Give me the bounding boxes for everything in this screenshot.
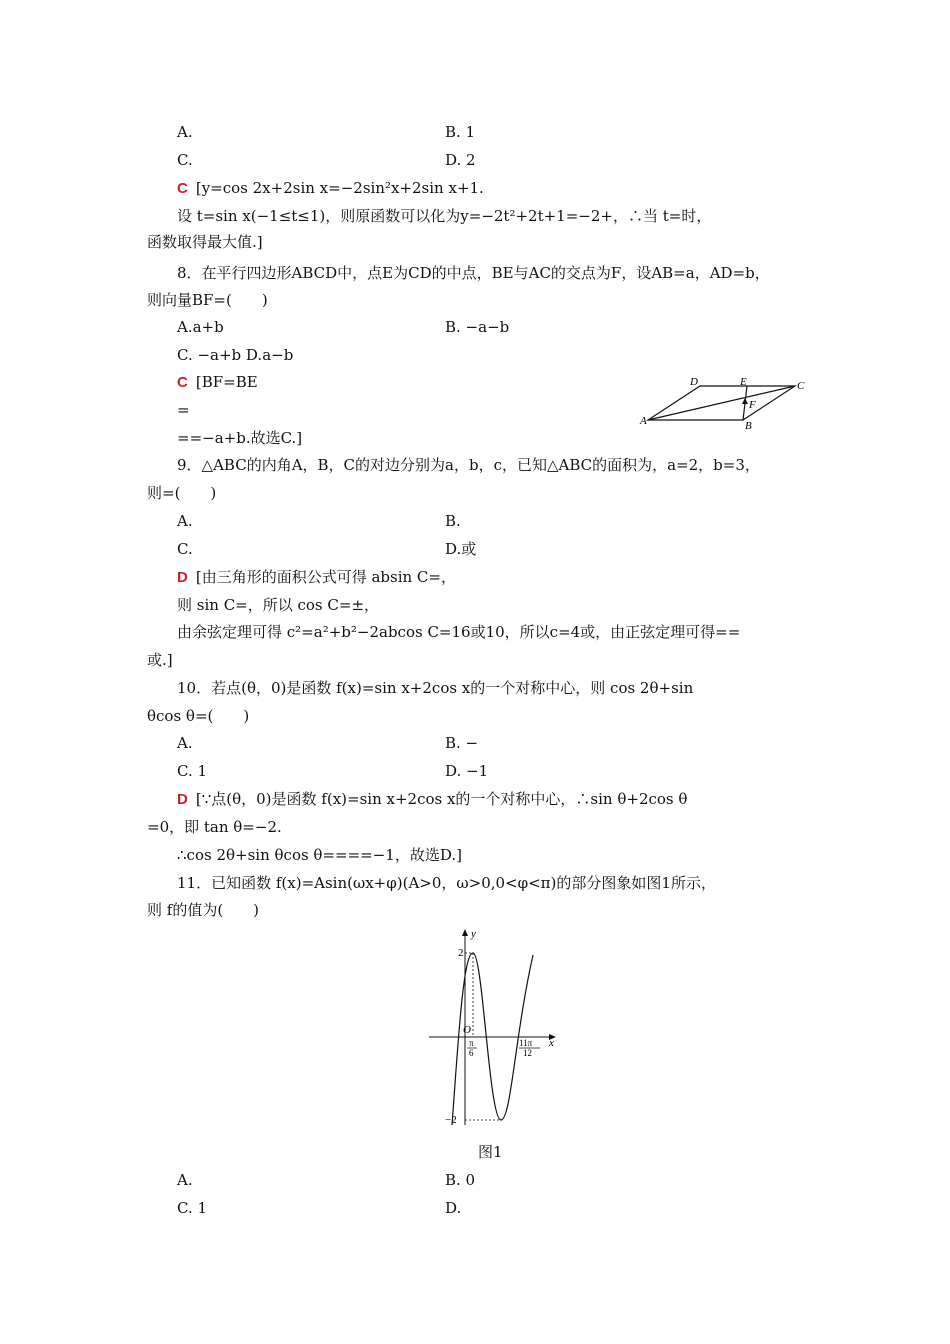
q7-solution-line-3: 函数取得最大值.]	[147, 233, 263, 251]
q8-option-c-d: C. −a+b D.a−b	[177, 346, 294, 364]
q9-option-a: A.	[177, 512, 193, 530]
q7-option-a: A.	[177, 123, 193, 141]
q8-solution-line-2: =	[177, 401, 190, 419]
diagonal-ac	[648, 386, 795, 420]
q9-option-c: C.	[177, 540, 193, 558]
x-axis-label: x	[549, 1037, 554, 1049]
label-point-b: B	[745, 420, 752, 432]
label-point-f: F	[749, 399, 756, 411]
q8-solution-line-1	[177, 372, 258, 393]
label-point-e: E	[740, 376, 747, 388]
label-point-c: C	[797, 380, 805, 392]
q11-option-a: A.	[177, 1171, 193, 1189]
q7-answer-letter: C	[177, 180, 188, 197]
q9-stem-line-2: 则=( )	[147, 484, 217, 502]
tick1-numerator: π	[469, 1038, 474, 1048]
sine-graph-figure	[425, 925, 565, 1130]
q8-stem-line-1: 8．在平行四边形ABCD中，点E为CD的中点，BE与AC的交点为F，设AB=a，AD=b，	[177, 264, 770, 282]
q11-option-c: C. 1	[177, 1199, 208, 1217]
q9-solution-line-1	[177, 567, 456, 588]
q10-answer-letter: D	[177, 791, 188, 808]
label-point-a: A	[640, 415, 647, 427]
q7-option-b: B. 1	[445, 123, 476, 141]
q9-solution-line-2: 则 sin C=，所以 cos C=±，	[177, 596, 380, 614]
q9-stem-line-1: 9．△ABC的内角A，B，C的对边分别为a，b，c，已知△ABC的面积为，a=2，b=3，	[177, 456, 760, 474]
y-min-label: −2	[445, 1114, 457, 1126]
q7-solution-line-2: 设 t=sin x(−1≤t≤1)，则原函数可以化为y=−2t²+2t+1=−2+，∴当 t=时，	[177, 207, 712, 225]
y-max-label: 2	[458, 947, 464, 959]
q7-solution-line-1	[177, 178, 484, 199]
q8-solution-line-3: ==−a+b.故选C.]	[177, 429, 303, 447]
tick2-denominator: 12	[523, 1048, 532, 1058]
q7-solution-text-1: [y=cos 2x+2sin x=−2sin²x+2sin x+1.	[195, 179, 484, 197]
label-point-d: D	[690, 376, 698, 388]
q10-solution-line-2: =0，即 tan θ=−2.	[147, 818, 282, 836]
q7-option-d: D. 2	[445, 151, 476, 169]
q11-option-d: D.	[445, 1199, 462, 1217]
q10-stem-line-2: θcos θ=( )	[147, 707, 250, 725]
q8-solution-text-1: [BF=BE	[195, 373, 258, 391]
q9-option-b: B.	[445, 512, 461, 530]
figure-caption: 图1	[478, 1143, 503, 1161]
q10-solution-text-1: [∵点(θ，0)是函数 f(x)=sin x+2cos x的一个对称中心，∴sin θ+2cos θ	[195, 790, 688, 808]
y-axis-arrow	[462, 929, 468, 936]
parallelogram-figure	[630, 372, 815, 434]
q10-solution-line-3: ∴cos 2θ+sin θcos θ====−1，故选D.]	[177, 846, 462, 864]
arrow-f	[742, 398, 748, 404]
q9-solution-text-1: [由三角形的面积公式可得 absin C=，	[195, 568, 456, 586]
q10-solution-line-1	[177, 789, 687, 810]
y-axis-label: y	[471, 928, 476, 940]
q9-solution-line-3: 由余弦定理可得 c²=a²+b²−2abcos C=16或10，所以c=4或，由正弦定理可得==	[177, 623, 741, 641]
q11-stem-line-2: 则 f的值为( )	[147, 901, 260, 919]
q8-answer-letter: C	[177, 374, 188, 391]
q8-stem-line-2: 则向量BF=( )	[147, 291, 268, 309]
q7-option-c: C.	[177, 151, 193, 169]
q11-option-b: B. 0	[445, 1171, 476, 1189]
q10-option-a: A.	[177, 734, 193, 752]
q10-stem-line-1: 10．若点(θ，0)是函数 f(x)=sin x+2cos x的一个对称中心，则 cos 2θ+sin	[177, 679, 694, 697]
q10-option-d: D. −1	[445, 762, 489, 780]
q8-option-a: A.a+b	[177, 318, 224, 336]
q11-stem-line-1: 11．已知函数 f(x)=Asin(ωx+φ)(A>0，ω>0,0<φ<π)的部分图象如图1所示，	[177, 874, 716, 892]
q9-solution-line-4: 或.]	[147, 651, 173, 669]
q10-option-c: C. 1	[177, 762, 208, 780]
origin-label: O	[463, 1024, 471, 1036]
q9-option-d: D.或	[445, 540, 477, 558]
tick1-denominator: 6	[469, 1048, 474, 1058]
q10-option-b: B. −	[445, 734, 479, 752]
tick2-numerator: 11π	[519, 1038, 533, 1048]
q9-answer-letter: D	[177, 569, 188, 586]
q8-option-b: B. −a−b	[445, 318, 510, 336]
